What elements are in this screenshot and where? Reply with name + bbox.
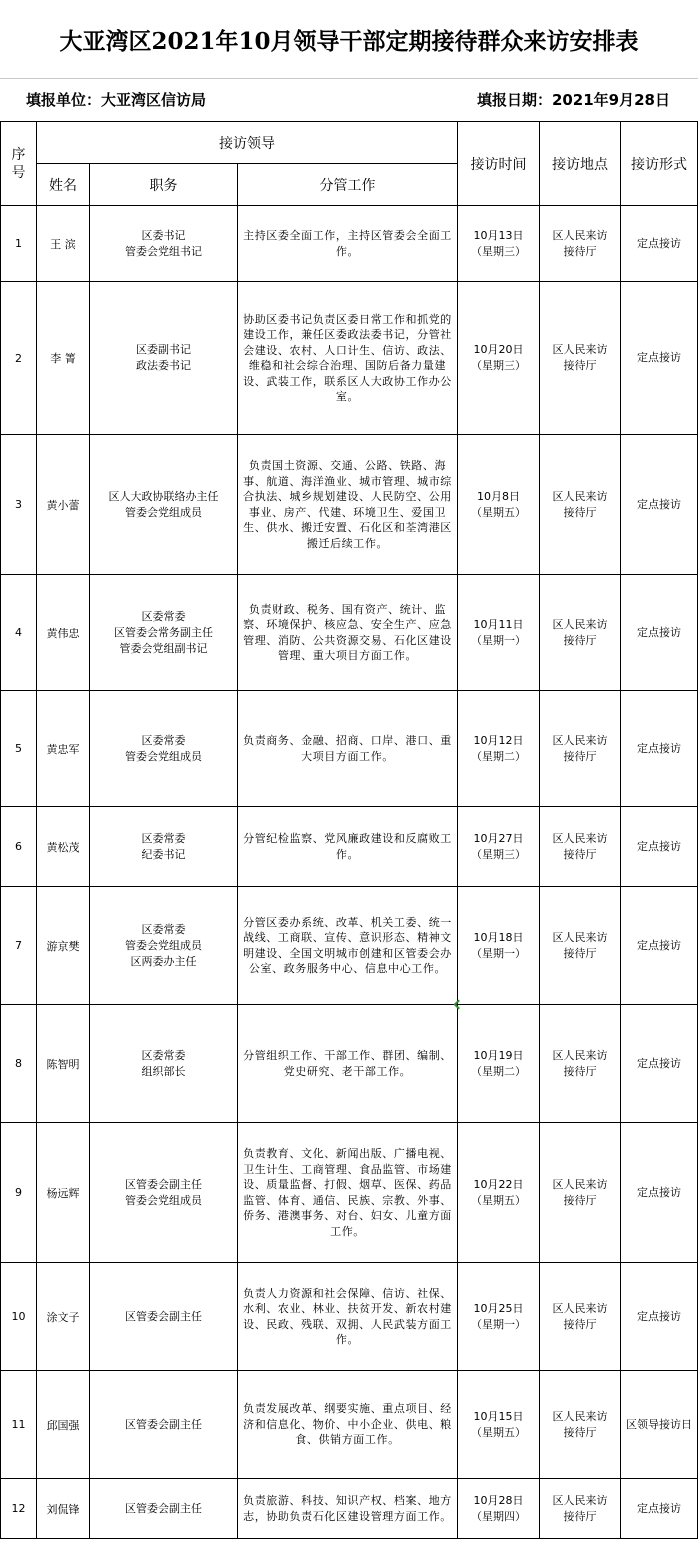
table-row [1,575,698,691]
leader-position-line: 管委会党组成员 [125,938,202,952]
visit-time [458,206,540,282]
visit-location [540,691,621,807]
row-number: 8 [1,1005,37,1123]
visit-location [540,1371,621,1479]
visit-time-line: 10月28日 [473,1493,524,1507]
leader-position-line: 区人大政协联络办主任 [108,489,219,503]
visit-time [458,575,540,691]
leader-position-line: 区委常委 [141,831,186,845]
leader-duties: 负责旅游、科技、知识产权、档案、地方志，协助负责石化区建设管理方面工作。 [238,1479,458,1539]
visit-location [540,282,621,435]
leader-position-line: 区委书记 [141,228,186,242]
leader-position [90,1371,238,1479]
visit-form: 定点接访 [621,1263,698,1371]
visit-time-line: （星期五） [471,505,526,519]
leader-name: 刘侃锋 [37,1479,90,1539]
visit-time-line: 10月11日 [473,617,524,631]
leader-name: 黄忠军 [37,691,90,807]
visit-location-line: 区人民来访 [552,343,608,356]
visit-time-line: （星期二） [471,1064,526,1078]
visit-location-line: 区人民来访 [552,831,608,845]
leader-position-line: 管委会党组副书记 [119,641,208,655]
visit-time [458,282,540,435]
reporting-unit: 填报单位：大亚湾区信访局 [26,91,207,109]
leader-position-line: 区两委办主任 [130,954,197,968]
row-number: 5 [1,691,37,807]
header-name: 姓名 [37,164,90,206]
visit-time-line: 10月25日 [473,1301,524,1315]
visit-location-line: 区人民来访 [552,1493,608,1507]
visit-time-line: （星期一） [471,1317,526,1331]
visit-location [540,807,621,887]
header-seq-label [1,146,36,182]
visit-location-line: 接待厅 [563,1509,597,1523]
visit-form: 定点接访 [621,887,698,1005]
visit-time-line: 10月27日 [473,831,524,845]
table-row [1,887,698,1005]
leader-position-line: 区管委会副主任 [125,1417,202,1431]
leader-duties: 负责人力资源和社会保障、信访、社保、水利、农业、林业、扶贫开发、新农村建设、民政、残联、双拥、人民武装方面工作。 [238,1263,458,1371]
visit-time-line: （星期五） [471,1193,526,1207]
visit-time [458,1005,540,1123]
visit-time-line: 10月20日 [473,343,524,356]
leader-name: 黄松茂 [37,807,90,887]
visit-location-line: 接待厅 [563,1193,597,1207]
leader-position-line: 管委会党组成员 [125,749,202,763]
leader-name: 涂文子 [37,1263,90,1371]
visit-form: 区领导接访日 [621,1371,698,1479]
leader-name: 邱国强 [37,1371,90,1479]
visit-form: 定点接访 [621,1479,698,1539]
visit-time [458,1263,540,1371]
leader-position [90,282,238,435]
leader-position [90,206,238,282]
visit-form: 定点接访 [621,282,698,435]
visit-location-line: 接待厅 [563,946,597,960]
visit-time-line: 10月19日 [473,1048,524,1062]
leader-position [90,807,238,887]
visit-location-line: 区人民来访 [552,228,608,242]
visit-time-line: 10月13日 [473,228,524,242]
header-seq [1,122,37,206]
visit-location-line: 区人民来访 [552,1409,608,1423]
visit-time-line: 10月12日 [473,733,524,747]
leader-position-line: 管委会党组书记 [125,244,202,258]
visit-time-line: 10月22日 [473,1177,524,1191]
leader-position-line: 管委会党组成员 [125,1193,202,1207]
leader-name: 李 箐 [37,282,90,435]
visit-location-line: 接待厅 [563,1064,597,1078]
header-time: 接访时间 [458,122,540,206]
table-row [1,1005,698,1123]
visit-location [540,1123,621,1263]
table-row [1,1263,698,1371]
visit-location-line: 区人民来访 [552,1177,608,1191]
table-row [1,206,698,282]
visit-location-line: 区人民来访 [552,1048,608,1062]
row-number: 1 [1,206,37,282]
visit-location [540,435,621,575]
leader-position [90,435,238,575]
leader-duties: 负责财政、税务、国有资产、统计、监察、环境保护、核应急、安全生产、应急管理、消防、公共资源交易、石化区建设管理、重大项目方面工作。 [238,575,458,691]
visit-time [458,1479,540,1539]
row-number: 6 [1,807,37,887]
visit-location-line: 接待厅 [563,847,597,861]
visit-form: 定点接访 [621,1005,698,1123]
visit-location-line: 接待厅 [563,359,597,372]
leader-duties: 主持区委全面工作，主持区管委会全面工作。 [238,206,458,282]
visit-time-line: （星期二） [471,749,526,763]
header-form: 接访形式 [621,122,698,206]
leader-duties: 分管区委办系统、改革、机关工委、统一战线、工商联、宣传、意识形态、精神文明建设、全国文明城市创建和区管委会办公室、政务服务中心、信息中心工作。 [238,887,458,1005]
row-number: 3 [1,435,37,575]
visit-location [540,1263,621,1371]
header-duties: 分管工作 [238,164,458,206]
table-row [1,1371,698,1479]
visit-location-line: 接待厅 [563,749,597,763]
leader-position [90,1005,238,1123]
leader-position-line: 区管委会副主任 [125,1177,202,1191]
visit-location-line: 接待厅 [563,244,597,258]
visit-form: 定点接访 [621,1123,698,1263]
table-row [1,1479,698,1539]
leader-duties: 负责商务、金融、招商、口岸、港口、重大项目方面工作。 [238,691,458,807]
leader-position-line: 组织部长 [141,1064,186,1078]
visit-location-line: 接待厅 [563,505,597,519]
visit-location [540,1479,621,1539]
visit-location [540,575,621,691]
leader-duties: 分管组织工作、干部工作、群团、编制、党史研究、老干部工作。 [238,1005,458,1123]
schedule-table [0,121,698,1539]
row-number: 12 [1,1479,37,1539]
leader-position [90,575,238,691]
leader-duties: 协助区委书记负责区委日常工作和抓党的建设工作，兼任区委政法委书记，分管社会建设、农村、人口计生、信访、政法、维稳和社会综合治理、国防后备力量建设、武装工作，联系区人大政协工作办公室。 [238,282,458,435]
leader-duties: 分管纪检监察、党风廉政建设和反腐败工作。 [238,807,458,887]
visit-location-line: 接待厅 [563,633,597,647]
visit-time-line: （星期四） [471,1509,526,1523]
report-meta [0,78,698,120]
leader-position [90,1123,238,1263]
leader-name: 王 滨 [37,206,90,282]
leader-position [90,1263,238,1371]
visit-location-line: 区人民来访 [552,930,608,944]
header-position: 职务 [90,164,238,206]
leader-position-line: 区委常委 [141,609,186,623]
leader-duties: 负责发展改革、纲要实施、重点项目、经济和信息化、物价、中小企业、供电、粮食、供销方面工作。 [238,1371,458,1479]
leader-position [90,887,238,1005]
table-row [1,435,698,575]
table-row [1,807,698,887]
visit-location-line: 区人民来访 [552,1301,608,1315]
visit-form: 定点接访 [621,807,698,887]
leader-name: 游京樊 [37,887,90,1005]
visit-time-line: （星期三） [471,359,526,372]
visit-time-line: 10月15日 [473,1409,524,1423]
visit-location-line: 区人民来访 [552,733,608,747]
leader-position-line: 区委常委 [141,1048,186,1062]
visit-form: 定点接访 [621,206,698,282]
leader-duties: 负责国土资源、交通、公路、铁路、海事、航道、海洋渔业、城市管理、城市综合执法、城乡规划建设、人民防空、公用事业、房产、代建、环境卫生、爱国卫生、供水、搬迁安置、石化区和荃湾港区搬迁后续工作。 [238,435,458,575]
leader-position-line: 纪委书记 [141,847,186,861]
visit-time-line: （星期一） [471,946,526,960]
leader-name: 陈智明 [37,1005,90,1123]
leader-position-line: 政法委书记 [136,359,191,372]
row-number: 2 [1,282,37,435]
header-location: 接访地点 [540,122,621,206]
leader-name: 黄伟忠 [37,575,90,691]
row-number: 7 [1,887,37,1005]
visit-time [458,1123,540,1263]
leader-name: 杨远辉 [37,1123,90,1263]
row-number: 4 [1,575,37,691]
visit-location-line: 接待厅 [563,1425,597,1439]
visit-time [458,1371,540,1479]
row-number: 11 [1,1371,37,1479]
visit-location-line: 区人民来访 [552,617,608,631]
visit-time-line: （星期五） [471,1425,526,1439]
table-row [1,1123,698,1263]
table-row [1,282,698,435]
row-number: 10 [1,1263,37,1371]
leader-position [90,691,238,807]
visit-time [458,691,540,807]
visit-location [540,887,621,1005]
reporting-date: 填报日期：2021年9月28日 [476,91,670,109]
visit-location [540,206,621,282]
header-leader-group: 接访领导 [37,122,458,164]
leader-position [90,1479,238,1539]
leader-position-line: 区管委会副主任 [125,1501,202,1515]
leader-name: 黄小蕾 [37,435,90,575]
visit-location [540,1005,621,1123]
row-number: 9 [1,1123,37,1263]
leader-position-line: 区管委会副主任 [125,1309,202,1323]
visit-form: 定点接访 [621,575,698,691]
visit-time [458,807,540,887]
leader-position-line: 区委常委 [141,733,186,747]
header-seq-char: 序 [11,146,26,163]
visit-time-line: 10月8日 [477,489,520,503]
leader-position-line: 区委常委 [141,922,186,936]
visit-form: 定点接访 [621,691,698,807]
visit-time-line: （星期三） [471,244,526,258]
visit-time-line: （星期三） [471,847,526,861]
leader-position-line: 区委副书记 [136,343,191,356]
visit-time-line: 10月18日 [473,930,524,944]
visit-time-line: （星期一） [471,633,526,647]
visit-time [458,435,540,575]
leader-duties: 负责教育、文化、新闻出版、广播电视、卫生计生、工商管理、食品监管、市场建设、质量监督、打假、烟草、医保、药品监管、体育、通信、民族、宗教、外事、侨务、港澳事务、对台、妇女、儿童方面工作。 [238,1123,458,1263]
visit-location-line: 区人民来访 [552,489,608,503]
leader-position-line: 区管委会常务副主任 [114,625,213,639]
table-row [1,691,698,807]
visit-form: 定点接访 [621,435,698,575]
page-title: 大亚湾区2021年10月领导干部定期接待群众来访安排表 [0,0,698,79]
header-seq-char: 号 [11,164,26,181]
visit-location-line: 接待厅 [563,1317,597,1331]
leader-position-line: 管委会党组成员 [125,505,202,519]
visit-time [458,887,540,1005]
